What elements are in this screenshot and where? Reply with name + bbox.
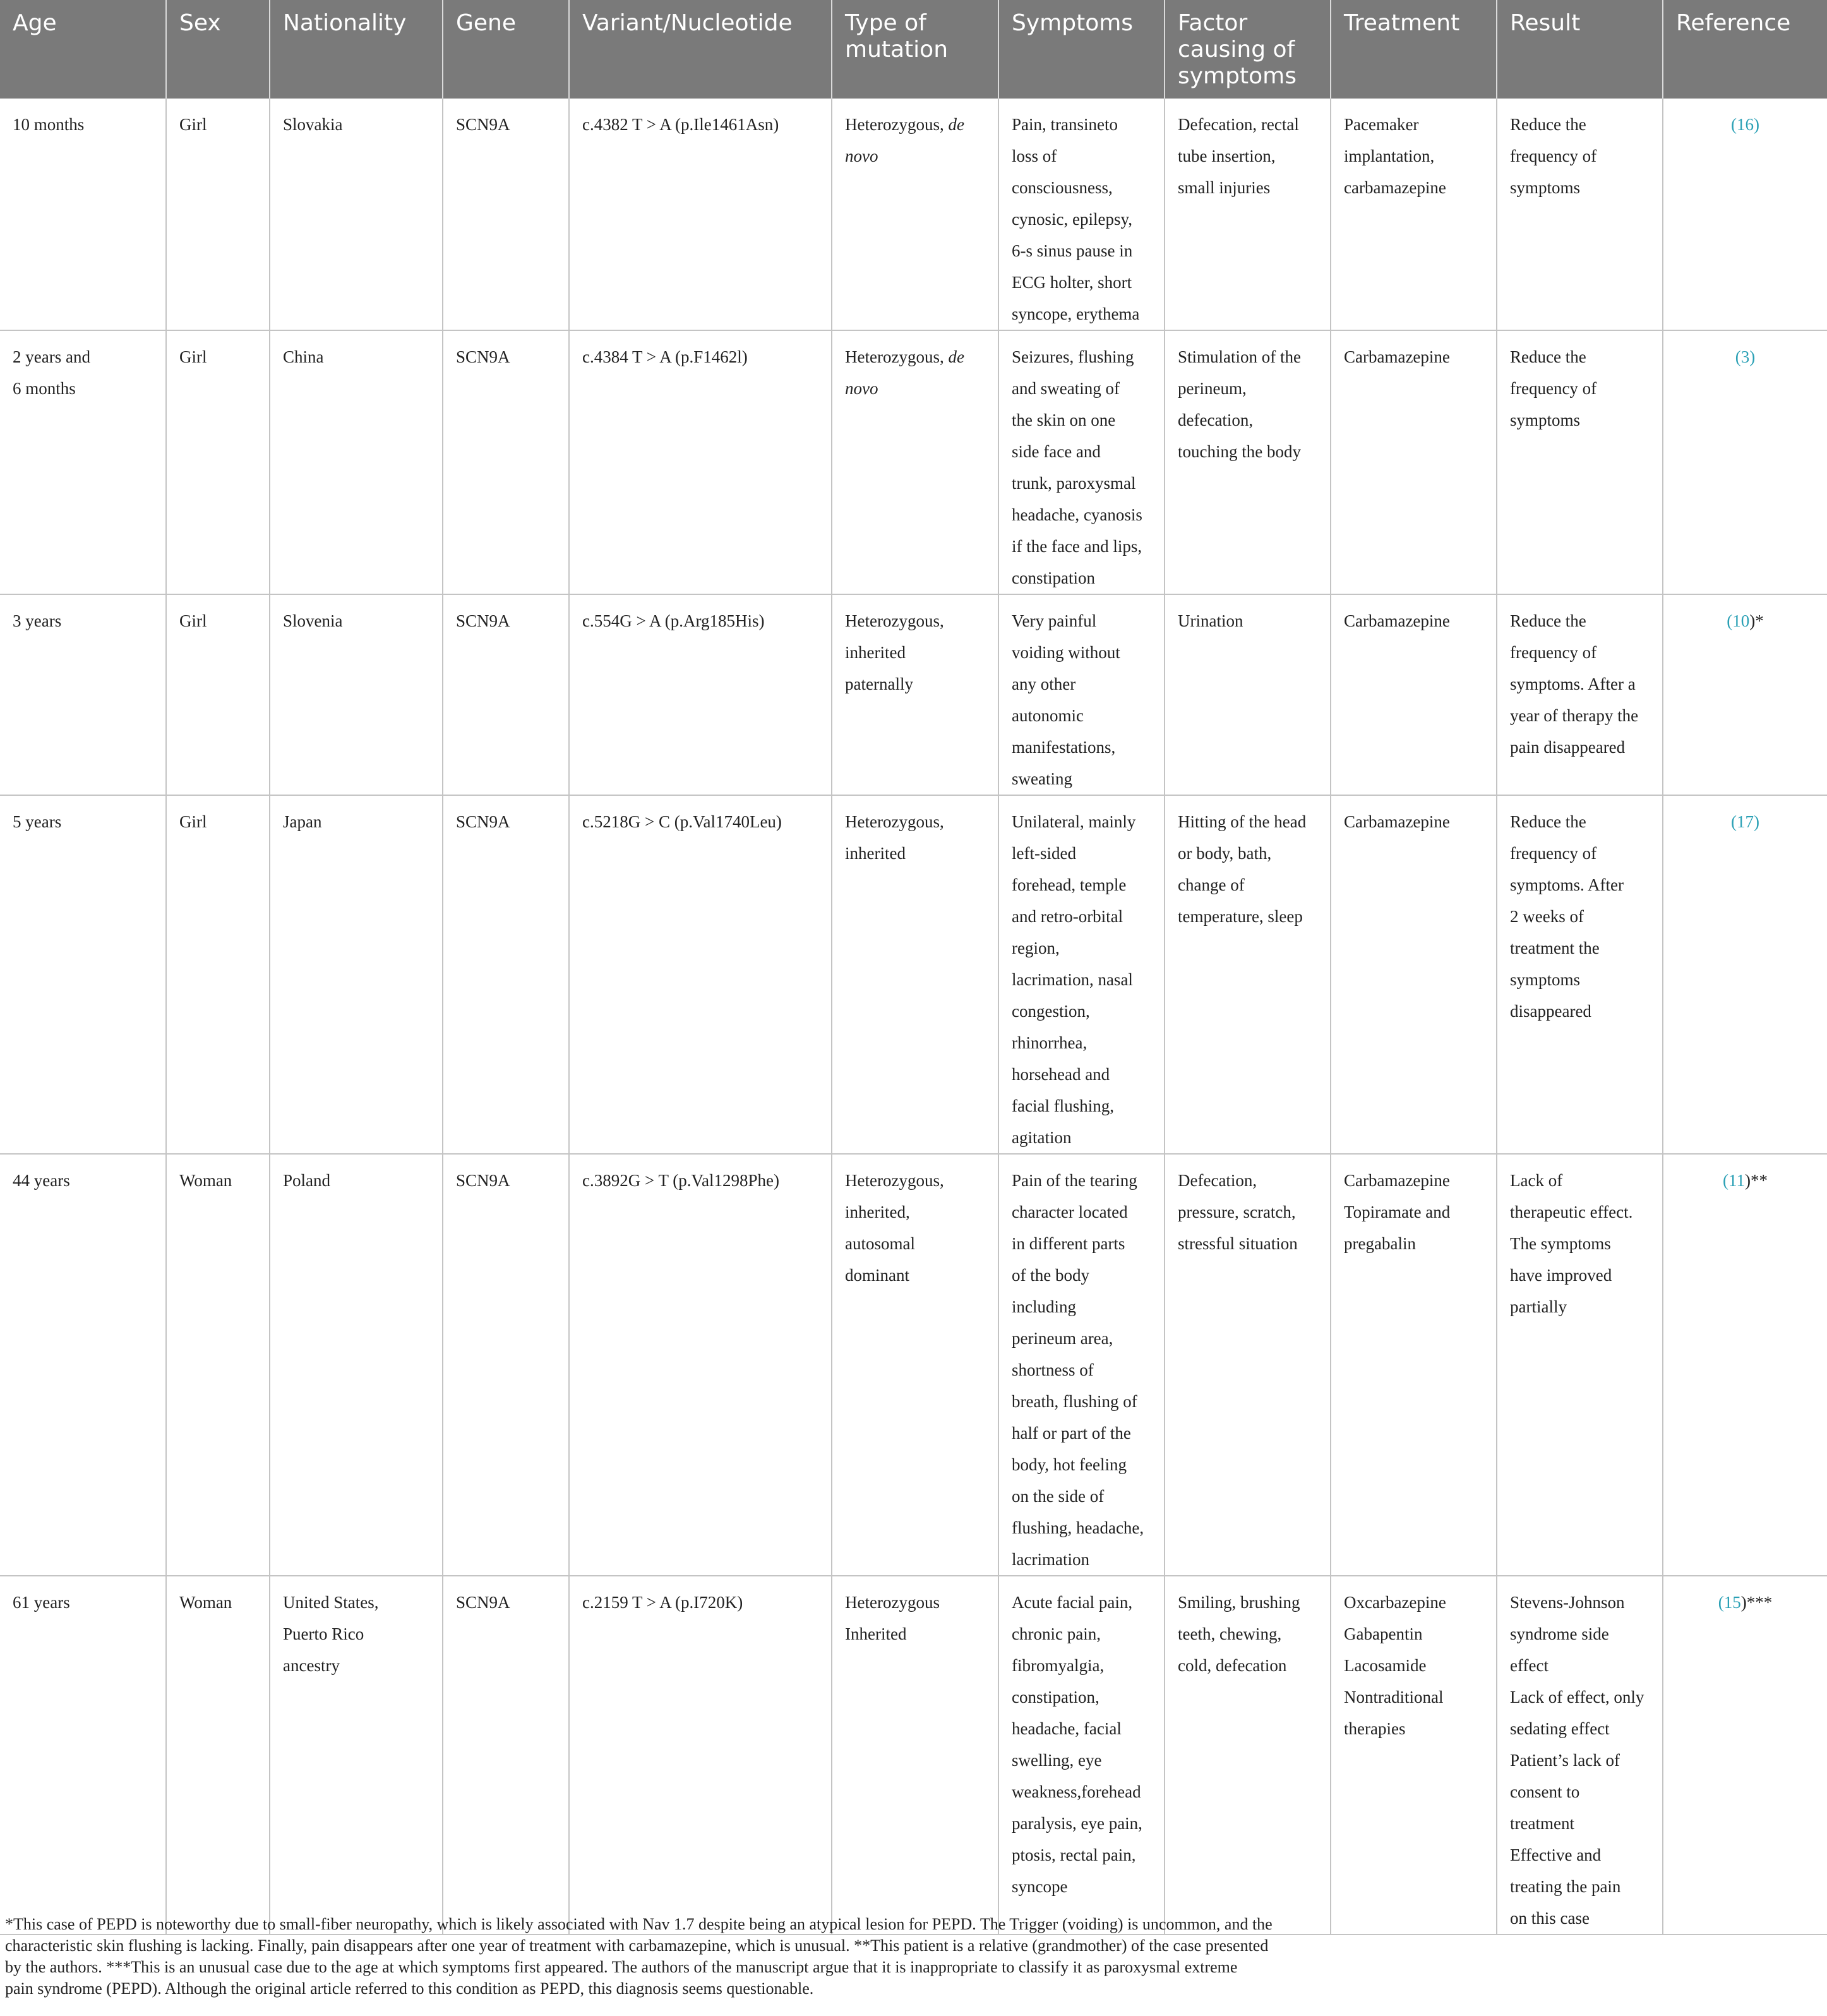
table-row [0,330,1827,594]
cell-result: Reduce the frequency of symptoms [1497,99,1663,330]
cell-gene: SCN9A [443,594,569,795]
cell-reference: (11)** [1663,1154,1827,1576]
cell-factor: Smiling, brushing teeth, chewing, cold, defecation [1165,1576,1331,1935]
cell-treatment: Carbamazepine [1331,594,1497,795]
cell-gene: SCN9A [443,795,569,1154]
cell-variant: c.3892G > T (p.Val1298Phe) [569,1154,832,1576]
table-row [0,594,1827,795]
cell-symptoms: Seizures, flushing and sweating of the skin on one side face and trunk, paroxysmal headache, cyanosis if the face and lips, constipation [998,330,1165,594]
cell-mutation-type: Heterozygous, inherited, autosomal dominant [832,1154,998,1576]
cell-age: 5 years [0,795,166,1154]
cell-nationality: Slovenia [270,594,443,795]
cell-treatment: Pacemaker implantation, carbamazepine [1331,99,1497,330]
header-gene: Gene [443,0,569,99]
cell-mutation-type: Heterozygous, inherited [832,795,998,1154]
table-footnote: *This case of PEPD is noteworthy due to small-fiber neuropathy, which is likely associated with Nav 1.7 despite being an atypical lesion for PEPD. The Trigger (voiding) is uncommon, and the characteristic skin flushing is lacking. Finally, pain disappears after one year of treatment with carbamazepine, which is unusual. **This patient is a relative (grandmother) of the case presented by the authors. ***This is an unusual case due to the age at which symptoms first appeared. The authors of the manuscript argue that it is inappropriate to classify it as paroxysmal extreme pain syndrome (PEPD). Although the original article referred to this condition as PEPD, this diagnosis seems questionable. [5,1915,1273,1998]
cell-variant: c.4384 T > A (p.F1462l) [569,330,832,594]
cell-reference: (10)* [1663,594,1827,795]
cell-factor: Urination [1165,594,1331,795]
header-mutation-type: Type of mutation [832,0,998,99]
cell-variant: c.2159 T > A (p.I720K) [569,1576,832,1935]
header-result: Result [1497,0,1663,99]
mutation-italic: de novo [845,115,964,165]
cell-result: Reduce the frequency of symptoms [1497,330,1663,594]
header-age: Age [0,0,166,99]
cell-sex: Girl [166,795,270,1154]
cell-sex: Girl [166,330,270,594]
header-reference: Reference [1663,0,1827,99]
header-factor: Factor causing of symptoms [1165,0,1331,99]
cell-result: Reduce the frequency of symptoms. After a year of therapy the pain disappeared [1497,594,1663,795]
cell-gene: SCN9A [443,330,569,594]
cell-nationality: China [270,330,443,594]
reference-link[interactable]: 11 [1728,1171,1745,1190]
reference-link[interactable]: 15 [1723,1593,1741,1612]
cell-mutation-type: Heterozygous Inherited [832,1576,998,1935]
cell-age: 61 years [0,1576,166,1935]
cell-reference: (3) [1663,330,1827,594]
reference-link[interactable]: 16 [1737,115,1754,134]
cell-gene: SCN9A [443,99,569,330]
header-symptoms: Symptoms [998,0,1165,99]
cell-nationality: Slovakia [270,99,443,330]
table-row [0,795,1827,1154]
cell-symptoms: Unilateral, mainly left-sided forehead, temple and retro-orbital region, lacrimation, nasal congestion, rhinorrhea, horsehead and facial flushing, agitation [998,795,1165,1154]
cell-treatment: Carbamazepine Topiramate and pregabalin [1331,1154,1497,1576]
header-nationality: Nationality [270,0,443,99]
cell-age: 3 years [0,594,166,795]
cell-sex: Woman [166,1576,270,1935]
cell-result: Lack of therapeutic effect. The symptoms have improved partially [1497,1154,1663,1576]
cell-gene: SCN9A [443,1154,569,1576]
cell-variant: c.554G > A (p.Arg185His) [569,594,832,795]
cell-nationality: Poland [270,1154,443,1576]
cell-sex: Girl [166,99,270,330]
cell-nationality: Japan [270,795,443,1154]
cell-symptoms: Acute facial pain, chronic pain, fibromyalgia, constipation, headache, facial swelling, eye weakness,forehead paralysis, eye pain, ptosis, rectal pain, syncope [998,1576,1165,1935]
cell-age: 10 months [0,99,166,330]
cell-nationality: United States, Puerto Rico ancestry [270,1576,443,1935]
reference-link[interactable]: 3 [1740,347,1750,366]
cell-reference: (16) [1663,99,1827,330]
cell-factor: Defecation, pressure, scratch, stressful situation [1165,1154,1331,1576]
reference-link[interactable]: 17 [1737,812,1754,831]
cell-age: 2 years and 6 months [0,330,166,594]
reference-link[interactable]: 10 [1732,611,1750,630]
cell-reference: (17) [1663,795,1827,1154]
cell-age: 44 years [0,1154,166,1576]
cell-gene: SCN9A [443,1576,569,1935]
header-treatment: Treatment [1331,0,1497,99]
cell-symptoms: Pain of the tearing character located in different parts of the body including perineum area, shortness of breath, flushing of half or part of the body, hot feeling on the side of flushing, headache, lacrimation [998,1154,1165,1576]
cell-variant: c.4382 T > A (p.Ile1461Asn) [569,99,832,330]
cell-factor: Hitting of the head or body, bath, change of temperature, sleep [1165,795,1331,1154]
cell-factor: Defecation, rectal tube insertion, small injuries [1165,99,1331,330]
cell-treatment: Carbamazepine [1331,330,1497,594]
table-row [0,1154,1827,1576]
cell-mutation-type: Heterozygous, inherited paternally [832,594,998,795]
header-row [0,0,1827,99]
cell-treatment: Carbamazepine [1331,795,1497,1154]
cell-symptoms: Pain, transineto loss of consciousness, cynosic, epilepsy, 6-s sinus pause in ECG holter, short syncope, erythema [998,99,1165,330]
table-row [0,99,1827,330]
cell-variant: c.5218G > C (p.Val1740Leu) [569,795,832,1154]
cell-mutation-type: Heterozygous, de novo [832,330,998,594]
table-row [0,1576,1827,1935]
cell-factor: Stimulation of the perineum, defecation, touching the body [1165,330,1331,594]
header-sex: Sex [166,0,270,99]
header-variant: Variant/Nucleotide [569,0,832,99]
mutation-italic: de novo [845,347,964,398]
cell-mutation-type: Heterozygous, de novo [832,99,998,330]
cell-symptoms: Very painful voiding without any other autonomic manifestations, sweating [998,594,1165,795]
cell-result: Reduce the frequency of symptoms. After 2 weeks of treatment the symptoms disappeared [1497,795,1663,1154]
cell-result: Stevens-Johnson syndrome side effect Lack of effect, only sedating effect Patient’s lack of consent to treatment Effective and treating the pain on this case [1497,1576,1663,1935]
cell-sex: Girl [166,594,270,795]
cell-treatment: Oxcarbazepine Gabapentin Lacosamide Nontraditional therapies [1331,1576,1497,1935]
cell-sex: Woman [166,1154,270,1576]
cell-reference: (15)*** [1663,1576,1827,1935]
